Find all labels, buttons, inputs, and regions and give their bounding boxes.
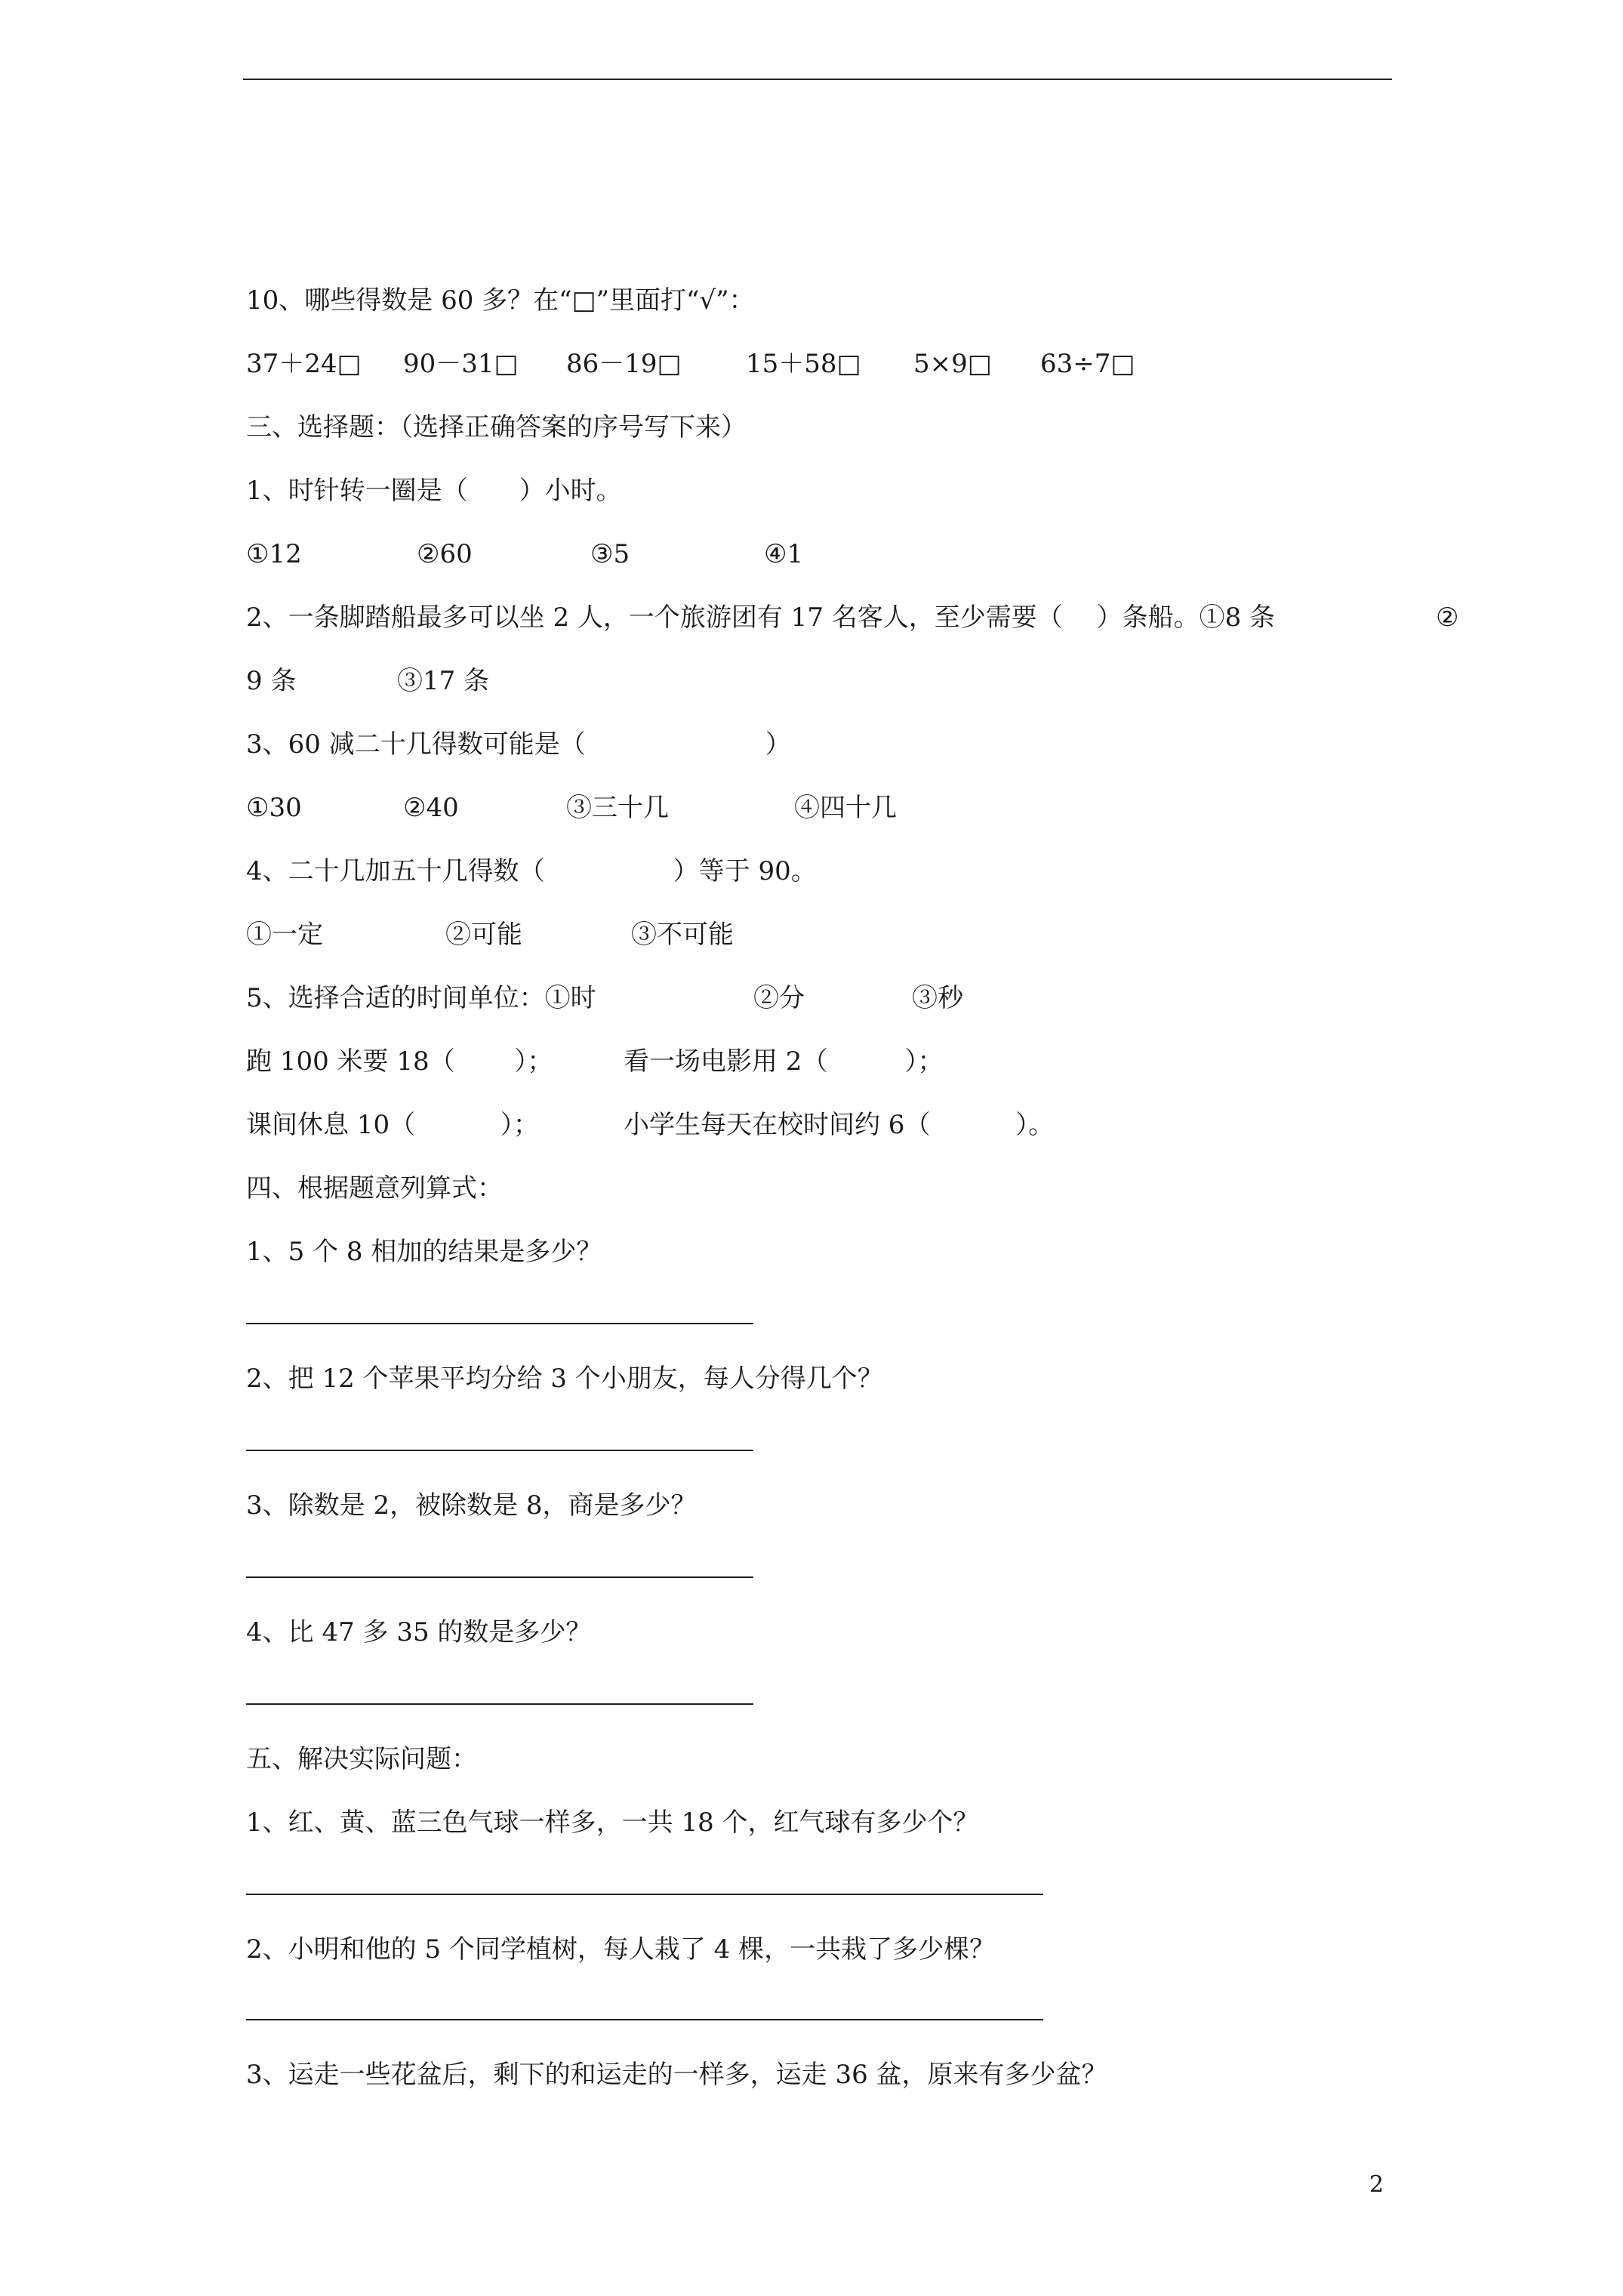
q10-item-5: 5×9□ xyxy=(913,349,992,379)
s3-q1-option-3: ③5 xyxy=(590,539,630,569)
header-rule xyxy=(243,79,1392,80)
s4-answer-line-4[interactable] xyxy=(246,1703,753,1705)
section5-title: 五、解决实际问题： xyxy=(246,1744,477,1774)
s3-q5-header xyxy=(246,983,1529,1013)
s3-q5-row2-b: 小学生每天在校时间约 6（ ）。 xyxy=(624,1110,1055,1140)
s3-q4-options xyxy=(246,920,1529,950)
s3-q1-options xyxy=(246,539,1529,569)
s3-q5-row1-a: 跑 100 米要 18（ ）； xyxy=(246,1046,553,1077)
s3-q3-text: 3、60 减二十几得数可能是（ ） xyxy=(246,729,791,760)
s4-answer-line-1[interactable] xyxy=(246,1323,753,1324)
s3-q2-option-3: ③17 条 xyxy=(397,666,490,696)
s4-question-4: 4、比 47 多 35 的数是多少？ xyxy=(246,1617,592,1647)
q10-item-4: 15＋58□ xyxy=(746,349,861,379)
s5-question-3: 3、运走一些花盆后，剩下的和运走的一样多，运走 36 盆，原来有多少盆？ xyxy=(246,2060,1107,2090)
q10-item-3: 86－19□ xyxy=(566,349,682,379)
q10-title: 10、哪些得数是 60 多？在“□”里面打“√”： xyxy=(246,285,755,316)
s3-q3-option-1: ①30 xyxy=(246,793,302,823)
s3-q4-option-1: ①一定 xyxy=(246,920,323,950)
s4-question-2: 2、把 12 个苹果平均分给 3 个小朋友，每人分得几个？ xyxy=(246,1364,883,1394)
s3-q4-option-3: ③不可能 xyxy=(631,920,734,950)
s3-q5-option-2: ②分 xyxy=(753,983,805,1013)
s4-answer-line-2[interactable] xyxy=(246,1450,753,1451)
s3-q5-row1 xyxy=(246,1046,1529,1077)
s3-q2-line2 xyxy=(246,666,1529,696)
s3-q5-text: 5、选择合适的时间单位：①时 xyxy=(246,983,596,1013)
s3-q2-wrap-option: ② xyxy=(1436,603,1459,633)
q10-items xyxy=(246,349,1529,379)
s3-q5-row2 xyxy=(246,1110,1529,1140)
s3-q2-text: 2、一条脚踏船最多可以坐 2 人，一个旅游团有 17 名客人，至少需要（ ）条船。①8 条 xyxy=(246,603,1276,633)
s5-question-1: 1、红、黄、蓝三色气球一样多，一共 18 个，红气球有多少个？ xyxy=(246,1808,979,1838)
s3-q5-row2-a: 课间休息 10（ ）； xyxy=(246,1110,539,1140)
s3-q1-option-1: ①12 xyxy=(246,539,302,569)
s5-answer-line-2[interactable] xyxy=(246,2019,1043,2020)
q10-item-1: 37＋24□ xyxy=(246,349,362,379)
page-number: 2 xyxy=(1369,2171,1384,2198)
s3-q3-options xyxy=(246,793,1529,823)
s4-question-1: 1、5 个 8 相加的结果是多少？ xyxy=(246,1237,602,1267)
s3-q5-row1-b: 看一场电影用 2（ ）； xyxy=(624,1046,944,1077)
s5-answer-line-1[interactable] xyxy=(246,1894,1043,1895)
s3-q4-option-2: ②可能 xyxy=(445,920,522,950)
section4-title: 四、根据题意列算式： xyxy=(246,1173,503,1203)
section3-title: 三、选择题：（选择正确答案的序号写下来） xyxy=(246,412,747,442)
s3-q4-text: 4、二十几加五十几得数（ ）等于 90。 xyxy=(246,856,817,886)
s3-q1-text: 1、时针转一圈是（ ）小时。 xyxy=(246,476,622,506)
s3-q3-option-2: ②40 xyxy=(403,793,459,823)
s3-q2-option-1b: 9 条 xyxy=(246,666,297,696)
s3-q3-option-3: ③三十几 xyxy=(566,793,669,823)
s3-q1-option-4: ④1 xyxy=(764,539,804,569)
q10-item-6: 63÷7□ xyxy=(1040,349,1135,379)
s3-q5-option-3: ③秒 xyxy=(912,983,963,1013)
s3-q3-option-4: ④四十几 xyxy=(794,793,897,823)
q10-item-2: 90－31□ xyxy=(403,349,519,379)
s4-answer-line-3[interactable] xyxy=(246,1576,753,1578)
s5-question-2: 2、小明和他的 5 个同学植树，每人栽了 4 棵，一共栽了多少棵？ xyxy=(246,1934,996,1965)
s3-q1-option-2: ②60 xyxy=(417,539,473,569)
s4-question-3: 3、除数是 2，被除数是 8，商是多少？ xyxy=(246,1490,697,1521)
